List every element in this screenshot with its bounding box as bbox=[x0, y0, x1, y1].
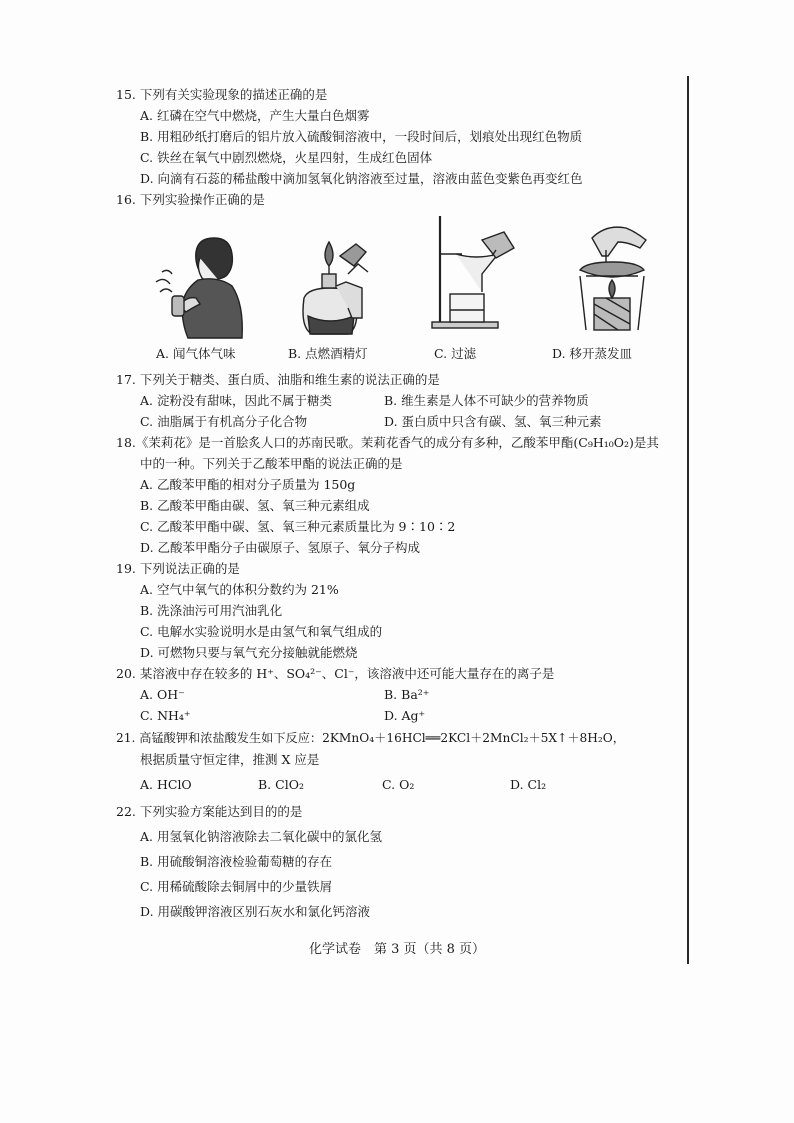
q17-option-b: B. 维生素是人体不可缺少的营养物质 bbox=[384, 393, 589, 408]
alcohol-lamp-figure bbox=[290, 234, 380, 342]
q21-option-a: A. HClO bbox=[140, 777, 192, 792]
q19-option-c: C. 电解水实验说明水是由氢气和氧气组成的 bbox=[140, 624, 383, 639]
evaporating-dish-figure bbox=[566, 214, 658, 334]
q16-stem: 16. 下列实验操作正确的是 bbox=[116, 192, 265, 207]
q17-option-d: D. 蛋白质中只含有碳、氢、氧三种元素 bbox=[384, 414, 602, 429]
q19-option-a: A. 空气中氧气的体积分数约为 21% bbox=[140, 582, 339, 597]
q18-stem-line2: 中的一种。下列关于乙酸苯甲酯的说法正确的是 bbox=[140, 456, 403, 471]
q22-stem: 22. 下列实验方案能达到目的的是 bbox=[116, 804, 303, 819]
smell-gas-figure bbox=[150, 222, 250, 340]
q20-option-b: B. Ba²⁺ bbox=[384, 687, 430, 702]
q18-option-a: A. 乙酸苯甲酯的相对分子质量为 150g bbox=[140, 477, 356, 492]
q22-option-a: A. 用氢氧化钠溶液除去二氧化碳中的氯化氢 bbox=[140, 829, 382, 844]
q16-option-c: C. 过滤 bbox=[434, 346, 477, 361]
q22-option-c: C. 用稀硫酸除去铜屑中的少量铁屑 bbox=[140, 879, 333, 894]
q18-option-d: D. 乙酸苯甲酯分子由碳原子、氢原子、氧分子构成 bbox=[140, 540, 421, 555]
q16-option-d: D. 移开蒸发皿 bbox=[552, 346, 633, 361]
q16-option-b: B. 点燃酒精灯 bbox=[288, 346, 368, 361]
q15-stem: 15. 下列有关实验现象的描述正确的是 bbox=[116, 87, 328, 102]
q21-option-c: C. O₂ bbox=[382, 777, 415, 792]
q15-option-b: B. 用粗砂纸打磨后的铝片放入硫酸铜溶液中，一段时间后，划痕处出现红色物质 bbox=[140, 129, 583, 144]
q15-option-c: C. 铁丝在氧气中剧烈燃烧，火星四射，生成红色固体 bbox=[140, 150, 433, 165]
q20-option-a: A. OH⁻ bbox=[140, 687, 185, 702]
q21-option-b: B. ClO₂ bbox=[258, 777, 304, 792]
q17-option-c: C. 油脂属于有机高分子化合物 bbox=[140, 414, 308, 429]
q16-option-a: A. 闻气体气味 bbox=[156, 346, 236, 361]
q21-stem-line2: 根据质量守恒定律，推测 X 应是 bbox=[140, 752, 320, 767]
q22-option-b: B. 用硫酸铜溶液检验葡萄糖的存在 bbox=[140, 854, 333, 869]
q18-option-b: B. 乙酸苯甲酯由碳、氢、氧三种元素组成 bbox=[140, 498, 370, 513]
q18-option-c: C. 乙酸苯甲酯中碳、氢、氧三种元素质量比为 9∶10∶2 bbox=[140, 519, 456, 534]
page-footer: 化学试卷 第 3 页（共 8 页） bbox=[308, 942, 486, 957]
q20-option-d: D. Ag⁺ bbox=[384, 708, 426, 723]
q21-stem-line1: 21. 高锰酸钾和浓盐酸发生如下反应：2KMnO₄＋16HCl══2KCl＋2MnCl₂＋5X↑＋8H₂O， bbox=[116, 731, 625, 745]
q21-option-d: D. Cl₂ bbox=[510, 777, 547, 792]
margin-line bbox=[687, 76, 689, 964]
q17-option-a: A. 淀粉没有甜味，因此不属于糖类 bbox=[140, 393, 332, 408]
q19-option-d: D. 可燃物只要与氧气充分接触就能燃烧 bbox=[140, 645, 358, 660]
q19-stem: 19. 下列说法正确的是 bbox=[116, 561, 240, 576]
q20-stem: 20. 某溶液中存在较多的 H⁺、SO₄²⁻、Cl⁻，该溶液中还可能大量存在的离子是 bbox=[116, 666, 555, 681]
q18-stem-line1: 18.《茉莉花》是一首脍炙人口的苏南民歌。茉莉花香气的成分有多种，乙酸苯甲酯(C₉H₁₀O₂)是其 bbox=[116, 435, 659, 450]
q20-option-c: C. NH₄⁺ bbox=[140, 708, 191, 723]
q17-stem: 17. 下列关于糖类、蛋白质、油脂和维生素的说法正确的是 bbox=[116, 372, 440, 387]
filtration-figure bbox=[426, 210, 526, 332]
q19-option-b: B. 洗涤油污可用汽油乳化 bbox=[140, 603, 283, 618]
q22-option-d: D. 用碳酸钾溶液区别石灰水和氯化钙溶液 bbox=[140, 904, 371, 919]
q15-option-a: A. 红磷在空气中燃烧，产生大量白色烟雾 bbox=[140, 108, 370, 123]
q15-option-d: D. 向滴有石蕊的稀盐酸中滴加氢氧化钠溶液至过量，溶液由蓝色变紫色再变红色 bbox=[140, 171, 583, 186]
